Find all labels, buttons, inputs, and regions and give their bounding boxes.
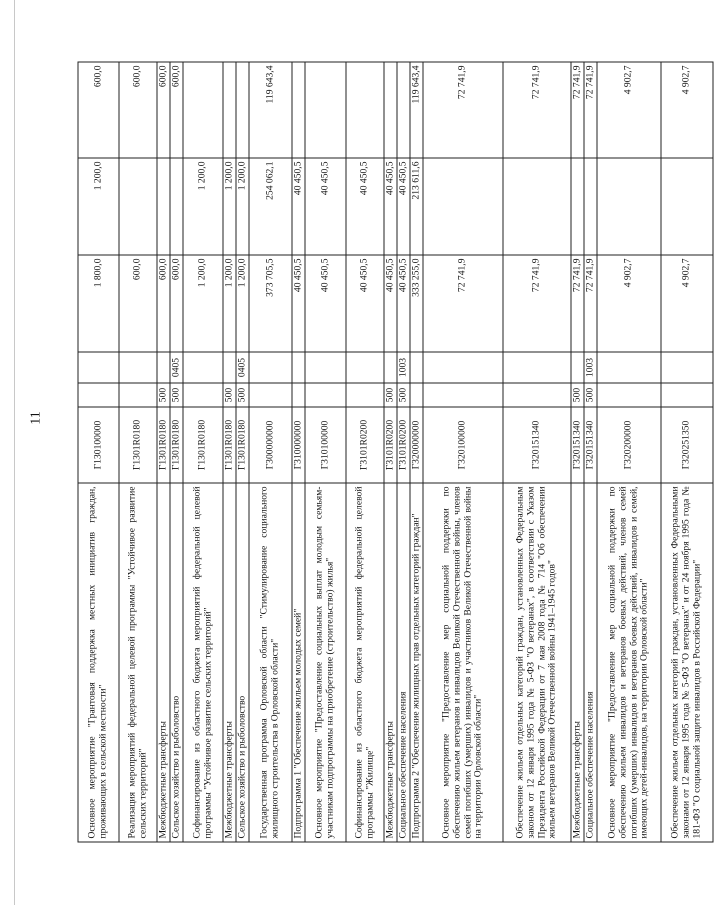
row-group	[78, 383, 119, 407]
row-value-3	[305, 62, 346, 158]
rotated-table-wrapper	[78, 63, 703, 843]
row-group: 500	[384, 383, 397, 407]
row-total: 600,0	[119, 255, 157, 352]
row-value-2	[119, 158, 157, 255]
table-row	[157, 62, 170, 842]
row-section	[183, 352, 223, 383]
table-row	[661, 62, 713, 842]
table-row	[584, 62, 597, 842]
row-section	[597, 352, 661, 383]
row-value-3	[346, 62, 384, 158]
row-total: 40 450,5	[292, 255, 305, 352]
row-name: Основное мероприятие "Грантовая поддержка местных инициатив граждан, проживающих в сельской местности"	[78, 483, 119, 842]
row-total: 4 902,7	[597, 255, 661, 352]
row-name: Межбюджетные трансферты	[571, 483, 584, 842]
row-section: 1003	[397, 352, 410, 383]
row-value-2: 1 200,0	[183, 158, 223, 255]
table-row	[384, 62, 397, 842]
row-value-3	[397, 62, 410, 158]
row-section	[410, 352, 423, 383]
row-value-2	[503, 158, 571, 255]
row-section	[223, 352, 236, 383]
row-value-3	[292, 62, 305, 158]
table-row	[183, 62, 223, 842]
table-row	[305, 62, 346, 842]
row-total: 1 800,0	[78, 255, 119, 352]
row-group	[503, 383, 571, 407]
row-name: Основное мероприятие "Предоставление социальных выплат молодым семьям-участникам подпрограммы на приобретение (строительство) жилья"	[305, 483, 346, 842]
row-section	[305, 352, 346, 383]
row-name: Социальное обеспечение населения	[397, 483, 410, 842]
row-total: 40 450,5	[305, 255, 346, 352]
table-row	[249, 62, 292, 842]
row-section	[78, 352, 119, 383]
row-value-2	[157, 158, 170, 255]
row-name: Основное мероприятие "Предоставление мер социальной поддержки по обеспечению жильем инвалидов и ветеранов боевых действий, членов семей погибших (умерших) инвалидов и ветеранов боевых действий, инвалидов и семей, имеющих детей-инвалидов, на территории Орловской области"	[597, 483, 661, 842]
row-group: 500	[223, 383, 236, 407]
row-code: Г3101R0200	[346, 407, 384, 483]
row-code: Г1301R0180	[183, 407, 223, 483]
table-row	[597, 62, 661, 842]
row-value-2: 213 611,6	[410, 158, 423, 255]
row-total: 1 200,0	[236, 255, 249, 352]
row-value-2	[571, 158, 584, 255]
row-value-2: 1 200,0	[78, 158, 119, 255]
row-value-2: 254 062,1	[249, 158, 292, 255]
row-name: Подпрограмма 2 "Обеспечение жилищных прав отдельных категорий граждан"	[410, 483, 423, 842]
row-value-3: 72 741,9	[423, 62, 503, 158]
row-value-3: 72 741,9	[503, 62, 571, 158]
row-code: Г320100000	[423, 407, 503, 483]
row-section	[157, 352, 170, 383]
row-code: Г1301R0180	[236, 407, 249, 483]
row-value-2	[170, 158, 183, 255]
row-group	[292, 383, 305, 407]
row-section	[119, 352, 157, 383]
page-number: 11	[28, 411, 44, 425]
row-name: Подпрограмма 1 "Обеспечение жильем молодых семей"	[292, 483, 305, 842]
table-row	[119, 62, 157, 842]
row-value-3: 4 902,7	[661, 62, 713, 158]
row-total: 1 200,0	[183, 255, 223, 352]
row-total: 1 200,0	[223, 255, 236, 352]
row-section	[503, 352, 571, 383]
row-code: Г320200000	[597, 407, 661, 483]
row-section	[346, 352, 384, 383]
row-value-3: 600,0	[170, 62, 183, 158]
row-value-2: 1 200,0	[236, 158, 249, 255]
row-section: 0405	[236, 352, 249, 383]
table-row	[423, 62, 503, 842]
table-row	[397, 62, 410, 842]
row-value-3: 600,0	[119, 62, 157, 158]
row-name: Межбюджетные трансферты	[223, 483, 236, 842]
row-group: 500	[236, 383, 249, 407]
row-name: Софинансирование из областного бюджета мероприятий федеральной целевой программы "Устойчивое развитие сельских территорий"	[183, 483, 223, 842]
row-value-3: 72 741,9	[571, 62, 584, 158]
row-value-3	[183, 62, 223, 158]
row-section	[384, 352, 397, 383]
row-value-2: 40 450,5	[292, 158, 305, 255]
row-code: Г320251350	[661, 407, 713, 483]
table-row	[571, 62, 584, 842]
row-value-2	[584, 158, 597, 255]
row-name: Межбюджетные трансферты	[157, 483, 170, 842]
row-value-3	[236, 62, 249, 158]
row-value-2	[597, 158, 661, 255]
row-value-3	[384, 62, 397, 158]
row-group	[249, 383, 292, 407]
table-row	[170, 62, 183, 842]
row-section: 0405	[170, 352, 183, 383]
row-code: Г1301R0180	[157, 407, 170, 483]
row-value-2: 40 450,5	[397, 158, 410, 255]
table-row	[236, 62, 249, 842]
scan-edge-line	[14, 0, 15, 905]
row-code: Г3101R0200	[397, 407, 410, 483]
row-group: 500	[584, 383, 597, 407]
row-value-3: 72 741,9	[584, 62, 597, 158]
row-section	[571, 352, 584, 383]
row-group: 500	[157, 383, 170, 407]
row-group	[661, 383, 713, 407]
table-row	[410, 62, 423, 842]
row-group	[305, 383, 346, 407]
row-name: Основное мероприятие "Предоставление мер социальной поддержки по обеспечению жильем ветеранов и инвалидов Великой Отечественной войны, членов семей погибших (умерших) инвалидов и участников Великой Отечественной войны на территории Орловской области"	[423, 483, 503, 842]
row-code: Г310100000	[305, 407, 346, 483]
row-code: Г1301R0180	[119, 407, 157, 483]
row-name: Государственная программа Орловской области "Стимулирование социального жилищного строительства в Орловской области"	[249, 483, 292, 842]
row-value-2: 1 200,0	[223, 158, 236, 255]
row-section	[661, 352, 713, 383]
row-code: Г1301R0180	[170, 407, 183, 483]
row-name: Реализация мероприятий федеральной целевой программы "Устойчивое развитие сельских территорий"	[119, 483, 157, 842]
row-group: 500	[170, 383, 183, 407]
table-row	[503, 62, 571, 842]
row-code: Г300000000	[249, 407, 292, 483]
row-code: Г320000000	[410, 407, 423, 483]
row-code: Г320151340	[584, 407, 597, 483]
table-row	[78, 62, 119, 842]
row-value-3: 119 643,4	[410, 62, 423, 158]
row-group	[423, 383, 503, 407]
row-total: 333 255,0	[410, 255, 423, 352]
row-value-2	[423, 158, 503, 255]
row-total: 373 705,5	[249, 255, 292, 352]
row-name: Обеспечение жильем отдельных категорий граждан, установленных Федеральными законами от 12 января 1995 года № 5-ФЗ "О ветеранах" и от 24 ноября 1995 года № 181-ФЗ "О социальной защите инвалидов в Российской Федерации"	[661, 483, 713, 842]
row-value-3	[223, 62, 236, 158]
row-value-2	[661, 158, 713, 255]
row-group: 500	[397, 383, 410, 407]
row-name: Межбюджетные трансферты	[384, 483, 397, 842]
row-value-2: 40 450,5	[384, 158, 397, 255]
row-value-3: 600,0	[157, 62, 170, 158]
row-name: Сельское хозяйство и рыболовство	[236, 483, 249, 842]
row-group	[183, 383, 223, 407]
row-section	[292, 352, 305, 383]
row-code: Г1301R0180	[223, 407, 236, 483]
row-total: 4 902,7	[661, 255, 713, 352]
row-total: 40 450,5	[384, 255, 397, 352]
row-value-2: 40 450,5	[305, 158, 346, 255]
row-section: 1003	[584, 352, 597, 383]
row-value-3: 4 902,7	[597, 62, 661, 158]
row-group	[346, 383, 384, 407]
table-row	[346, 62, 384, 842]
row-total: 40 450,5	[397, 255, 410, 352]
row-total: 72 741,9	[503, 255, 571, 352]
row-code: Г130100000	[78, 407, 119, 483]
row-total: 600,0	[170, 255, 183, 352]
row-group	[597, 383, 661, 407]
row-group: 500	[571, 383, 584, 407]
row-total: 72 741,9	[584, 255, 597, 352]
row-name: Софинансирование из областного бюджета мероприятий федеральной целевой программы "Жилище"	[346, 483, 384, 842]
table-row	[223, 62, 236, 842]
row-value-2: 40 450,5	[346, 158, 384, 255]
row-total: 72 741,9	[571, 255, 584, 352]
row-value-3: 119 643,4	[249, 62, 292, 158]
row-total: 40 450,5	[346, 255, 384, 352]
row-group	[410, 383, 423, 407]
row-code: Г320151340	[503, 407, 571, 483]
row-value-3: 600,0	[78, 62, 119, 158]
row-name: Социальное обеспечение населения	[584, 483, 597, 842]
row-name: Обеспечение жильем отдельных категорий граждан, установленных Федеральным законом от 12 января 1995 года № 5-ФЗ "О ветеранах", в соответствии с Указом Президента Российской Федерации от 7 мая 2008 года № 714 "Об обеспечении жильем ветеранов Великой Отечественной войны 1941–1945 годов"	[503, 483, 571, 842]
row-code: Г320151340	[571, 407, 584, 483]
table-row	[292, 62, 305, 842]
row-code: Г3101R0200	[384, 407, 397, 483]
row-total: 72 741,9	[423, 255, 503, 352]
budget-table	[78, 62, 714, 843]
row-section	[423, 352, 503, 383]
row-name: Сельское хозяйство и рыболовство	[170, 483, 183, 842]
row-group	[119, 383, 157, 407]
row-code: Г310000000	[292, 407, 305, 483]
row-total: 600,0	[157, 255, 170, 352]
row-section	[249, 352, 292, 383]
